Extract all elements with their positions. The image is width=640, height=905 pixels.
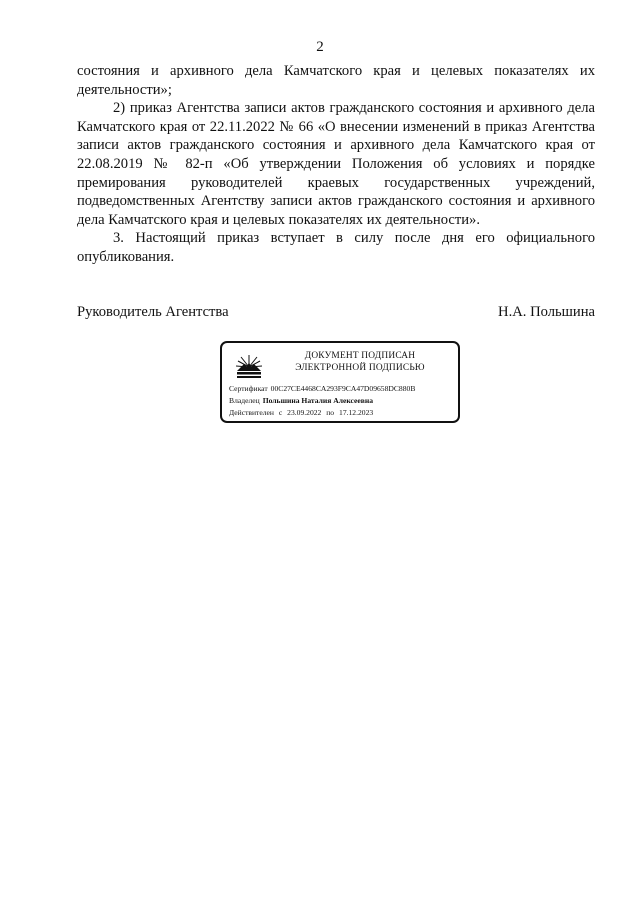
signatory-position: Руководитель Агентства <box>77 304 229 320</box>
valid-label: Действителен <box>229 408 274 417</box>
stamp-title-line-2: ЭЛЕКТРОННОЙ ПОДПИСЬЮ <box>295 362 425 373</box>
paragraph-continuation: состояния и архивного дела Камчатского края и целевых показателях их деятельности»; <box>77 63 595 98</box>
stamp-title-line-1: ДОКУМЕНТ ПОДПИСАН <box>304 351 416 361</box>
valid-to-label: по <box>326 408 335 417</box>
owner-value: Польшина Наталия Алексеевна <box>262 396 374 405</box>
valid-from-label: с <box>278 408 283 417</box>
certificate-value: 00C27CE4468CA293F9CA47D09658DC880B <box>270 384 416 393</box>
stamp-certificate <box>229 384 457 394</box>
signatory-name: Н.А. Польшина <box>498 304 595 320</box>
certificate-label: Сертификат <box>229 384 268 393</box>
valid-from: 23.09.2022 <box>287 408 322 417</box>
owner-label: Владелец <box>229 396 260 405</box>
stamp-owner <box>229 396 457 406</box>
stamp-title <box>270 351 450 374</box>
valid-to: 17.12.2023 <box>339 408 374 417</box>
paragraph-item-3: 3. Настоящий приказ вступает в силу после дня его официального опубликования. <box>77 230 595 265</box>
kamchatka-emblem-icon <box>234 351 264 381</box>
page-number: 2 <box>316 39 324 55</box>
document-body <box>77 62 595 267</box>
electronic-signature-stamp <box>220 341 460 423</box>
stamp-validity <box>229 408 457 418</box>
signature-block <box>77 302 595 322</box>
paragraph-item-2: 2) приказ Агентства записи актов гражданского состояния и архивного дела Камчатского края от 22.11.2022 № 66 «О внесении изменений в приказ Агентства записи актов гражданского состояния и архивного дела Камчатского края от 22.08.2019 № 82-п «Об утверждении Положения об условиях и порядке премирования руководителей краевых государственных учреждений, подведомственных Агентству записи актов гражданского состояния и архивного дела Камчатского края и целевых показателях их деятельности». <box>77 100 595 228</box>
